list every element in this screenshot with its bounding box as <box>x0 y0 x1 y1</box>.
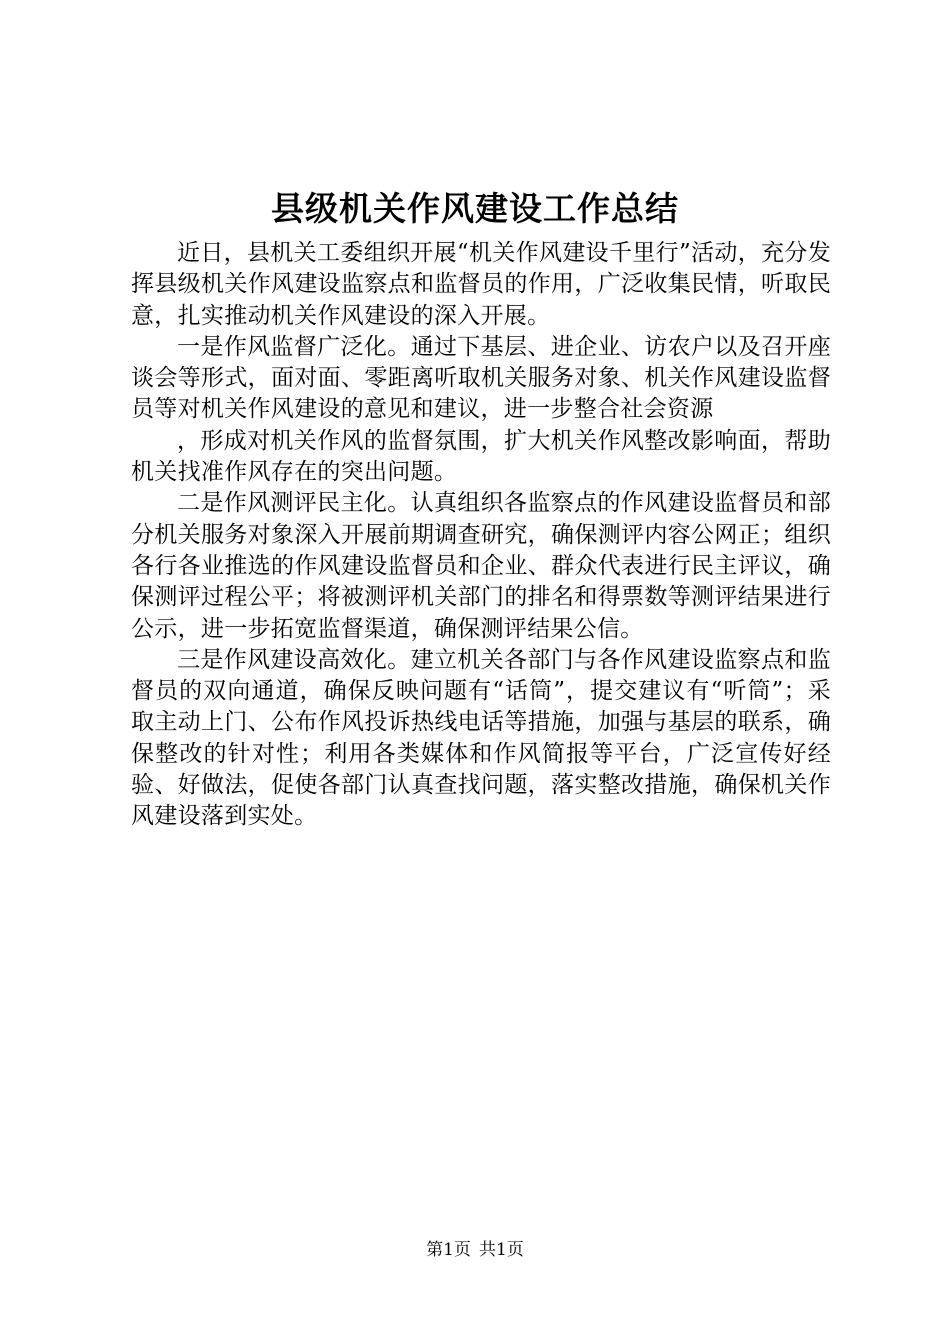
page-total: 共1页 <box>479 1240 524 1260</box>
document-title: 县级机关作风建设工作总结 <box>271 189 679 228</box>
page-footer <box>0 1238 950 1262</box>
paragraph-point-two: 二是作风测评民主化。认真组织各监察点的作风建设监督员和部分机关服务对象深入开展前期调查研究，确保测评内容公网正；组织各行各业推选的作风建设监督员和企业、群众代表进行民主评议，确保测评过程公平；将被测评机关部门的排名和得票数等测评结果进行公示，进一步拓宽监督渠道，确保测评结果公信。 <box>131 490 831 642</box>
paragraph-point-three: 三是作风建设高效化。建立机关各部门与各作风建设监察点和监督员的双向通道，确保反映问题有“话筒”，提交建议有“听筒”；采取主动上门、公布作风投诉热线电话等措施，加强与基层的联系，确保整改的针对性；利用各类媒体和作风简报等平台，广泛宣传好经验、好做法，促使各部门认真查找问题，落实整改措施，确保机关作风建设落到实处。 <box>131 646 831 830</box>
document-body <box>131 238 831 833</box>
paragraph-intro: 近日，县机关工委组织开展“机关作风建设千里行”活动，充分发挥县级机关作风建设监察点和监督员的作用，广泛收集民情，听取民意，扎实推动机关作风建设的深入开展。 <box>131 240 831 329</box>
paragraph-point-one: 一是作风监督广泛化。通过下基层、进企业、访农户以及召开座谈会等形式，面对面、零距离听取机关服务对象、机关作风建设监督员等对机关作风建设的意见和建议，进一步整合社会资源 <box>131 333 831 423</box>
paragraph-point-one-continued: ，形成对机关作风的监督氛围，扩大机关作风整改影响面，帮助机关找准作风存在的突出问题。 <box>131 427 831 486</box>
page-number: 第1页 <box>426 1240 471 1260</box>
